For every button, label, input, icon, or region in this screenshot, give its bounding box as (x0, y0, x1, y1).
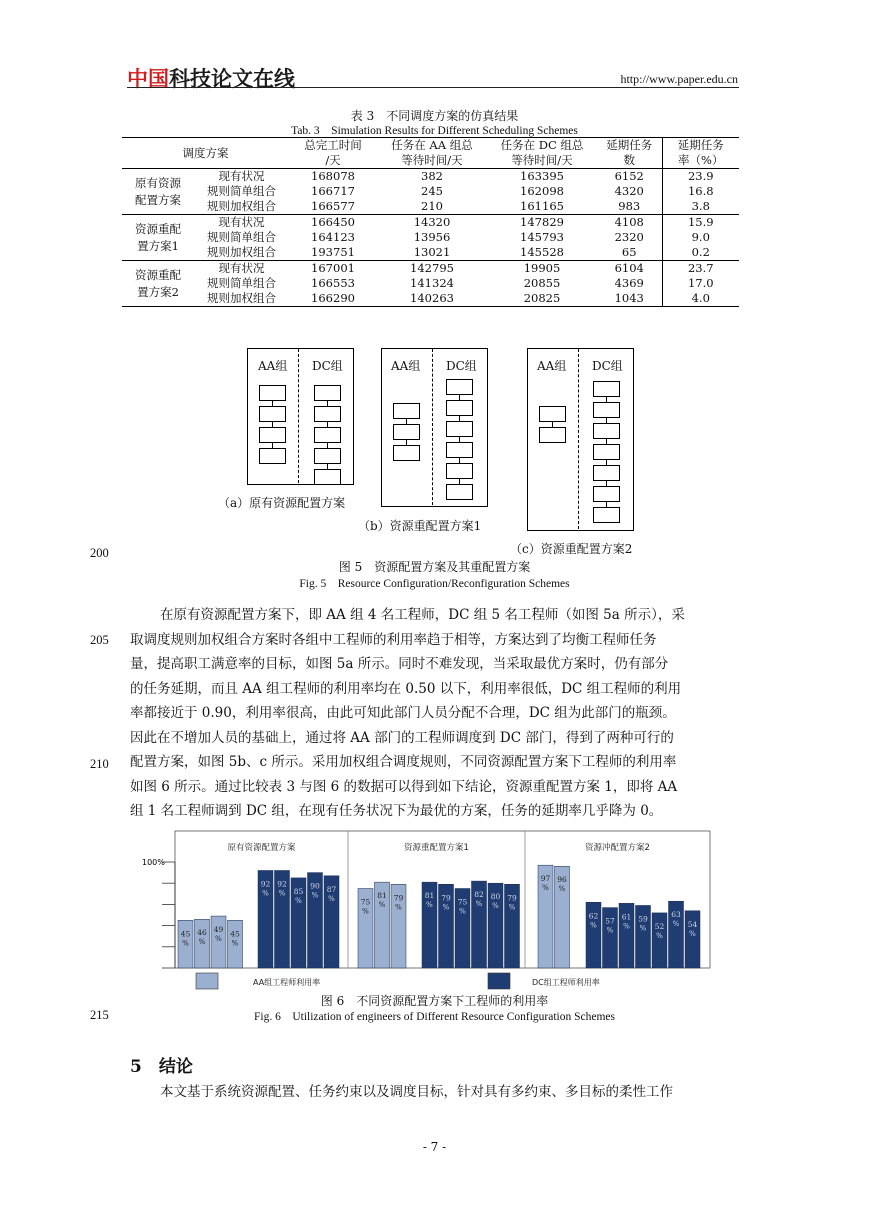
engineer-box (314, 406, 341, 422)
cell-aa: 141324 (410, 276, 454, 290)
config-a-caption: （a）原有资源配置方案 (218, 496, 346, 510)
cell-aa: 382 (421, 169, 443, 183)
text-line: 在原有资源配置方案下，即 AA 组 4 名工程师，DC 组 5 名工程师（如图 5a 所示），采 (160, 607, 685, 623)
table3-caption-en: Tab. 3 Simulation Results for Different Scheduling Schemes (291, 125, 578, 137)
dc-bar-unit: % (311, 891, 319, 900)
text-line: 量，提高职工满意率的目标，如图 5a 所示。同时不难发现，当采取最优方案时，仍有部分 (130, 656, 669, 672)
y-tick-label: 100% (142, 858, 165, 867)
text-line: 率都接近于 0.90，利用率很高，由此可知此部门人员分配不合理，DC 组为此部门的瓶颈。 (130, 705, 676, 721)
dc-bar-unit: % (475, 900, 483, 909)
cell-dc: 161165 (487, 199, 597, 215)
line-number: 205 (90, 633, 109, 647)
line-number: 200 (90, 546, 109, 560)
engineer-box (593, 507, 620, 523)
dc-bar-unit: % (426, 901, 433, 910)
cell-delayed: 1043 (597, 291, 662, 307)
th-delayed-a: 延期任务 (597, 138, 662, 154)
cell-rate: 4.0 (662, 291, 739, 307)
engineer-box (593, 402, 620, 418)
table-row (122, 199, 739, 215)
cell-rate: 23.9 (662, 169, 739, 185)
dc-bar-unit: % (590, 921, 597, 930)
dc-bar-unit: % (442, 903, 450, 912)
panel-title: 原有资源配置方案 (227, 843, 296, 853)
engineer-box (593, 423, 620, 439)
engineer-box (593, 465, 620, 481)
cell-total: 166290 (289, 291, 377, 307)
figure5-caption-en: Fig. 5 Resource Configuration/Reconfiguration Schemes (299, 578, 570, 590)
cell-total: 166577 (289, 199, 377, 215)
dc-bar-label: 87 (326, 884, 337, 894)
config-b-aa-label: AA组 (391, 359, 421, 373)
config-a-aa-label: AA组 (258, 359, 288, 373)
aa-bar-label: 45 (180, 929, 191, 939)
table-row (122, 245, 739, 261)
figure6-chart (140, 830, 720, 992)
engineer-box (314, 469, 341, 485)
logo-red-text: 中国 (127, 67, 169, 91)
dc-bar-unit: % (639, 924, 647, 933)
engineer-box (259, 427, 286, 443)
cell-delayed: 983 (597, 199, 662, 215)
group-label-a: 资源重配 (135, 221, 181, 236)
group-label-a: 资源重配 (135, 267, 181, 282)
table-row (122, 276, 739, 291)
cell-total: 166717 (311, 184, 355, 198)
dc-bar-unit: % (508, 903, 516, 912)
config-c-aa-label: AA组 (537, 359, 567, 373)
text-line: 组 1 名工程师调到 DC 组，在现有任务状况下为最优的方案，任务的延期率几乎降为 0。 (130, 803, 663, 819)
engineer-box (259, 406, 286, 422)
aa-bar-label: 79 (393, 893, 404, 903)
group-label (122, 169, 194, 215)
cell-aa: 142795 (410, 261, 454, 275)
th-delayed-b: 数 (597, 153, 662, 169)
table-row (122, 215, 739, 231)
aa-bar-unit: % (215, 935, 222, 944)
config-a-divider (298, 349, 299, 483)
engineer-box (259, 448, 286, 464)
dc-bar-label: 59 (638, 914, 648, 924)
dc-bar-label: 61 (621, 912, 632, 922)
legend-swatch (488, 973, 510, 989)
dc-bar-unit: % (623, 922, 630, 931)
table-row (122, 230, 739, 245)
aa-bar-label: 46 (197, 928, 207, 938)
text-line: 如图 6 所示。通过比较表 3 与图 6 的数据可以得到如下结论，资源重配置方案 1，即将 AA (130, 778, 678, 795)
th-total-b: /天 (289, 153, 377, 169)
dc-bar-unit: % (492, 902, 499, 911)
page-number: - 7 - (422, 1140, 447, 1154)
dc-bar-label: 75 (457, 897, 468, 907)
engineer-box (446, 484, 473, 500)
config-c-dc-label: DC组 (592, 359, 623, 373)
aa-bar-unit: % (198, 938, 206, 947)
cell-dc: 20855 (523, 276, 561, 290)
cell-delayed: 6104 (614, 261, 644, 275)
dc-bar-label: 52 (654, 921, 665, 931)
cell-rule: 现有状况 (218, 215, 265, 229)
engineer-box (593, 381, 620, 397)
dc-bar-label: 81 (424, 891, 435, 901)
cell-rule: 现有状况 (218, 169, 265, 183)
th-scheme: 调度方案 (122, 138, 289, 169)
text-line: 因此在不增加人员的基础上，通过将 AA 部门的工程师调度到 DC 部门，得到了两种可行的 (130, 729, 674, 746)
engineer-box (446, 400, 473, 416)
dc-bar-label: 92 (277, 879, 287, 889)
group-label-a: 原有资源 (135, 175, 181, 190)
cell-aa: 13956 (413, 230, 451, 244)
group-label (122, 261, 194, 307)
aa-bar-unit: % (378, 901, 386, 910)
dc-bar-unit: % (278, 889, 286, 898)
cell-rate: 3.8 (662, 199, 739, 215)
cell-rate: 17.0 (662, 276, 739, 291)
engineer-box (314, 448, 341, 464)
cell-rule: 现有状况 (218, 261, 265, 275)
figure6-caption-cn: 图 6 不同资源配置方案下工程师的利用率 (320, 994, 549, 1008)
engineer-box (539, 406, 566, 422)
site-logo (127, 63, 295, 93)
engineer-box (393, 403, 420, 419)
cell-delayed: 4369 (614, 276, 644, 290)
conclusion-paragraph: 本文基于系统资源配置、任务约束以及调度目标，针对具有多约束、多目标的柔性工作 (160, 1084, 673, 1100)
engineer-box (393, 445, 420, 461)
cell-rule: 规则加权组合 (194, 245, 289, 261)
cell-total: 166553 (311, 276, 355, 290)
config-a-dc-label: DC组 (312, 359, 343, 373)
dc-bar-label: 79 (507, 893, 517, 903)
cell-total: 166450 (311, 215, 355, 229)
aa-bar-label: 96 (557, 875, 567, 885)
cell-aa: 140263 (377, 291, 487, 307)
cell-rate: 0.2 (662, 245, 739, 261)
cell-rate: 9.0 (662, 230, 739, 245)
dc-bar-label: 62 (588, 911, 599, 921)
aa-bar-label: 49 (213, 925, 224, 935)
logo-dark-text: 科技论文在线 (169, 67, 295, 91)
cell-dc: 163395 (520, 169, 564, 183)
dc-bar-label: 80 (490, 892, 501, 902)
cell-dc: 145528 (487, 245, 597, 261)
cell-rate: 23.7 (662, 261, 739, 277)
aa-bar-unit: % (231, 939, 239, 948)
dc-bar-unit: % (295, 896, 302, 905)
aa-bar-unit: % (542, 884, 549, 893)
cell-total: 168078 (311, 169, 355, 183)
engineer-box (446, 379, 473, 395)
dc-bar-unit: % (689, 929, 696, 938)
engineer-box (593, 486, 620, 502)
aa-bar-label: 81 (377, 891, 387, 901)
group-label-b: 配置方案 (135, 192, 181, 207)
dc-bar-label: 54 (687, 919, 698, 929)
line-number: 215 (90, 1008, 109, 1022)
cell-aa: 13021 (377, 245, 487, 261)
text-line: 的任务延期，而且 AA 组工程师的利用率均在 0.50 以下，利用率很低，DC 组工程师的利用 (130, 680, 682, 697)
cell-aa: 245 (421, 184, 443, 198)
engineer-box (314, 427, 341, 443)
figure6-caption-en: Fig. 6 Utilization of engineers of Different Resource Configuration Schemes (254, 1011, 615, 1023)
group-label-b: 置方案1 (137, 238, 179, 253)
figure5-caption-cn: 图 5 资源配置方案及其重配置方案 (338, 560, 531, 574)
dc-bar-label: 92 (260, 879, 271, 889)
dc-bar-label: 90 (310, 881, 320, 891)
cell-total: 167001 (311, 261, 355, 275)
dc-bar-label: 85 (293, 886, 304, 896)
cell-delayed: 6152 (614, 169, 644, 183)
panel-title: 资源重配置方案1 (404, 843, 469, 853)
aa-bar-unit: % (395, 903, 402, 912)
text-line: 配置方案，如图 5b、c 所示。采用加权组合调度规则，不同资源配置方案下工程师的利用率 (130, 754, 677, 770)
th-dc-b: 等待时间/天 (487, 153, 597, 169)
cell-dc: 20825 (487, 291, 597, 307)
dc-bar-label: 57 (605, 916, 615, 926)
th-aa-a: 任务在 AA 组总 (377, 138, 487, 154)
aa-bar-unit: % (362, 907, 369, 916)
aa-bar-unit: % (182, 939, 189, 948)
cell-aa: 14320 (413, 215, 451, 229)
cell-rule: 规则简单组合 (207, 184, 276, 198)
text-line: 取调度规则加权组合方案时各组中工程师的利用率趋于相等，方案达到了均衡工程师任务 (130, 631, 657, 648)
group-label (122, 215, 194, 261)
dc-bar-unit: % (262, 889, 269, 898)
cell-total: 193751 (289, 245, 377, 261)
dc-bar-unit: % (328, 894, 335, 903)
table-header-row (122, 138, 739, 154)
config-c-divider (578, 349, 579, 529)
dc-bar-unit: % (672, 920, 680, 929)
table-row (122, 184, 739, 199)
engineer-box (259, 385, 286, 401)
aa-bar-label: 97 (540, 874, 551, 884)
dc-bar-label: 79 (441, 893, 451, 903)
engineer-box (446, 463, 473, 479)
aa-bar-label: 45 (230, 929, 240, 939)
cell-rule: 规则加权组合 (194, 199, 289, 215)
cell-rule: 规则加权组合 (194, 291, 289, 307)
cell-delayed: 4320 (614, 184, 644, 198)
cell-dc: 162098 (520, 184, 564, 198)
table3 (122, 137, 739, 307)
th-rate-b: 率（%） (662, 153, 739, 169)
line-number: 210 (90, 757, 109, 771)
legend-label: DC组工程师利用率 (532, 978, 600, 987)
cell-rule: 规则简单组合 (207, 230, 276, 244)
th-total-a: 总完工时间 (289, 138, 377, 154)
th-rate-a: 延期任务 (662, 138, 739, 154)
table-row (122, 261, 739, 277)
legend-label: AA组工程师利用率 (253, 978, 321, 987)
dc-bar-label: 63 (671, 910, 681, 920)
th-dc-a: 任务在 DC 组总 (487, 138, 597, 154)
table-row (122, 169, 739, 185)
config-c-caption: （c）资源重配置方案2 (510, 542, 633, 556)
engineer-box (593, 444, 620, 460)
config-b-caption: （b）资源重配置方案1 (358, 519, 482, 533)
header-url: http://www.paper.edu.cn (620, 72, 738, 86)
cell-total: 164123 (311, 230, 355, 244)
cell-delayed: 4108 (614, 215, 644, 229)
cell-rate: 16.8 (662, 184, 739, 199)
th-aa-b: 等待时间/天 (377, 153, 487, 169)
engineer-box (446, 442, 473, 458)
cell-aa: 210 (377, 199, 487, 215)
aa-bar-unit: % (558, 885, 566, 894)
body-paragraph (130, 603, 740, 824)
cell-delayed: 65 (597, 245, 662, 261)
group-label-b: 置方案2 (137, 284, 179, 299)
legend-swatch (196, 973, 218, 989)
table-row (122, 291, 739, 307)
cell-dc: 147829 (520, 215, 564, 229)
config-b-dc-label: DC组 (446, 359, 477, 373)
engineer-box (314, 385, 341, 401)
header-rule (127, 87, 739, 88)
engineer-box (539, 427, 566, 443)
engineer-box (393, 424, 420, 440)
cell-rule: 规则简单组合 (207, 276, 276, 290)
cell-dc: 145793 (520, 230, 564, 244)
section-heading: 5 结论 (130, 1057, 193, 1077)
table3-caption-cn: 表 3 不同调度方案的仿真结果 (350, 109, 519, 123)
dc-bar-label: 82 (474, 890, 484, 900)
cell-delayed: 2320 (614, 230, 644, 244)
dc-bar-unit: % (606, 926, 614, 935)
dc-bar-unit: % (656, 931, 663, 940)
panel-title: 资源冲配置方案2 (585, 843, 650, 853)
engineer-box (446, 421, 473, 437)
dc-bar-unit: % (459, 907, 466, 916)
config-b-divider (432, 349, 433, 505)
aa-bar-label: 75 (360, 897, 371, 907)
cell-rate: 15.9 (662, 215, 739, 231)
cell-dc: 19905 (523, 261, 561, 275)
